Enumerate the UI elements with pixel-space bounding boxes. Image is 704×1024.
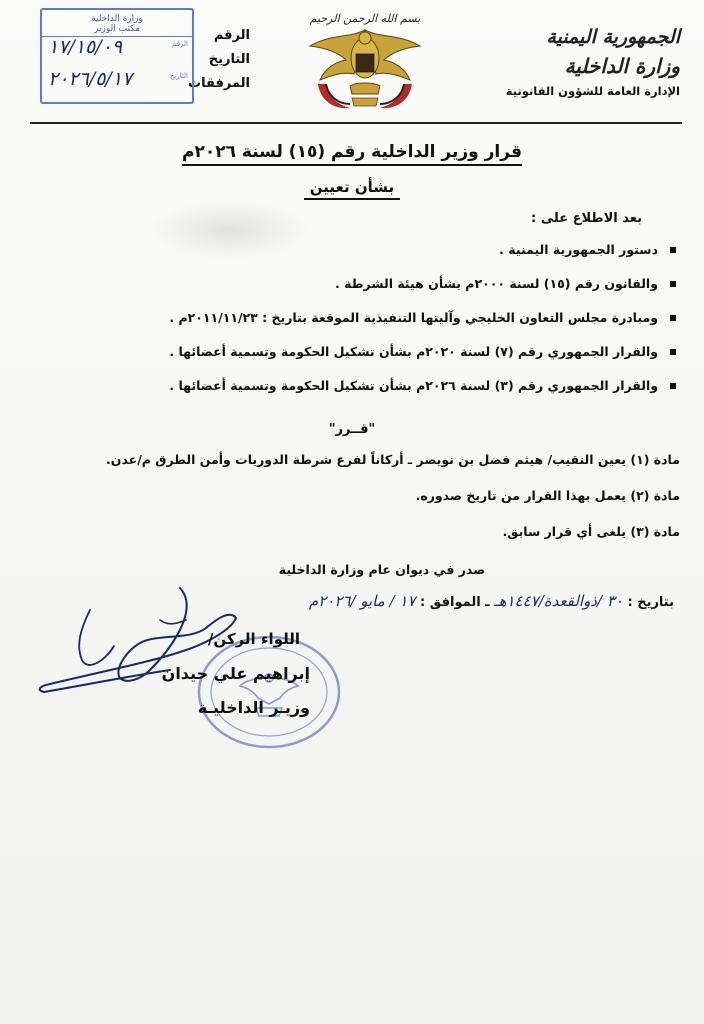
signatory-rank: اللواء الركن/ [207, 630, 300, 648]
issue-date-line [309, 592, 674, 610]
reference-item: ومبادرة مجلس التعاون الخليجي وآليتها التنفيذية الموقعة بتاريخ : ٢٠١١/١١/٢٣م . [48, 308, 678, 342]
decision-title-text: قرار وزير الداخلية رقم (١٥) لسنة ٢٠٢٦م [182, 142, 522, 166]
ministry-name: وزارة الداخلية [564, 54, 680, 78]
republic-name: الجمهورية اليمنية [546, 26, 680, 48]
stamp-handwritten-number: ١٧/١٥/٠٩ [48, 36, 123, 58]
incoming-stamp [40, 8, 194, 104]
reference-item: والقرار الجمهوري رقم (٣) لسنة ٢٠٢٦م بشأن تشكيل الحكومة وتسمية أعضائها . [48, 376, 678, 410]
stamp-handwritten-date: ٢٠٢٦/٥/١٧ [48, 68, 133, 90]
basmala: بسم الله الرحمن الرحيم [309, 12, 421, 25]
reference-item: دستور الجمهورية اليمنية . [48, 240, 678, 274]
reference-item: والقرار الجمهوري رقم (٧) لسنة ٢٠٢٠م بشأن تشكيل الحكومة وتسمية أعضائها . [48, 342, 678, 376]
header-divider [30, 122, 682, 124]
department-name: الإدارة العامة للشؤون القانونية [505, 84, 680, 98]
reference-item: والقانون رقم (١٥) لسنة ٢٠٠٠م بشأن هيئة الشرطة . [48, 274, 678, 308]
issued-at: صدر في ديوان عام وزارة الداخلية [278, 562, 486, 577]
ref-number-label: الرقم [213, 28, 250, 43]
reference-labels [190, 28, 250, 100]
gregorian-date-handwritten: ١٧ / مايو /٢٠٢٦م [308, 592, 416, 610]
date-prefix: بتاريخ : [627, 595, 674, 610]
hijri-date-handwritten: ٣٠ /ذوالقعدة/١٤٤٧هـ [494, 592, 623, 610]
preamble: بعد الاطلاع على : [531, 211, 642, 226]
signatory-name: إبراهيم علي حيدان [161, 664, 310, 683]
letterhead-right [500, 26, 680, 98]
article-3: مادة (٣) يلغى أي قرار سابق. [502, 524, 680, 539]
decision-subject [0, 178, 704, 196]
decision-subject-text: بشأن تعيين [304, 178, 400, 200]
article-1: مادة (١) يعين النقيب/ هيثم فضل بن نويصر ـ أركاناً لفرع شرطة الدوريات وأمن الطرق م/عدن. [106, 452, 680, 467]
date-separator: ـ الموافق : [420, 595, 490, 610]
decision-title [0, 142, 704, 162]
ref-attachments-label: المرفقات [188, 76, 250, 91]
stamp-office: مكتب الوزير [42, 24, 192, 37]
yemen-eagle-emblem-icon [290, 8, 440, 118]
references-list [48, 240, 678, 410]
signature-block [60, 630, 310, 717]
stamp-date-label: التاريخ [169, 72, 188, 80]
signatory-title: وزيـر الداخليـة [197, 698, 310, 717]
decided-heading: "قــرر" [328, 422, 376, 437]
stamp-org: وزارة الداخلية [91, 14, 143, 24]
stamp-number-label: الرقم [172, 40, 188, 48]
ref-date-label: التاريخ [208, 52, 250, 67]
article-2: مادة (٢) يعمل بهذا القرار من تاريخ صدوره. [415, 488, 680, 503]
